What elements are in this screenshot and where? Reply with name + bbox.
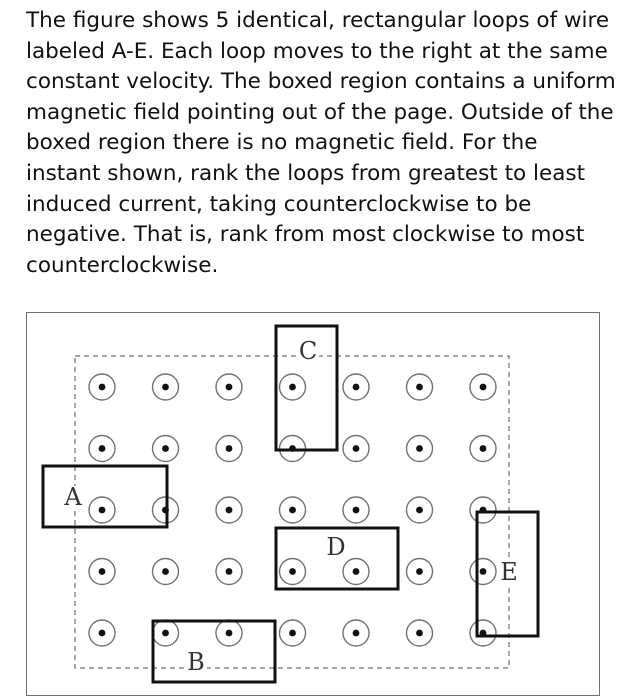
loop-b	[153, 621, 275, 682]
field-symbol-dot	[162, 568, 169, 575]
field-symbol-dot	[162, 630, 169, 637]
loop-a-label: A	[64, 483, 82, 511]
field-symbol-dot	[416, 568, 423, 575]
field-symbol-dot	[99, 445, 106, 452]
loop-e-label: E	[500, 558, 518, 586]
field-symbol-dot	[99, 507, 106, 514]
field-symbol-dot	[289, 568, 296, 575]
field-symbol-dot	[289, 630, 296, 637]
field-symbol-dot	[353, 384, 360, 391]
field-symbol-dot	[162, 445, 169, 452]
field-symbols	[89, 374, 496, 646]
field-symbol-dot	[162, 384, 169, 391]
loop-a	[43, 466, 167, 527]
field-symbol-dot	[226, 445, 233, 452]
loop-b-label: B	[187, 648, 205, 676]
field-symbol-dot	[226, 630, 233, 637]
field-symbol-dot	[416, 630, 423, 637]
figure-drawing	[27, 313, 601, 697]
loop-c-label: C	[298, 337, 318, 365]
field-symbol-dot	[353, 445, 360, 452]
field-symbol-dot	[416, 507, 423, 514]
field-symbol-dot	[480, 568, 487, 575]
field-symbol-dot	[289, 384, 296, 391]
field-symbol-dot	[99, 630, 106, 637]
field-symbol-dot	[226, 384, 233, 391]
field-symbol-dot	[353, 507, 360, 514]
loops-figure	[26, 312, 600, 696]
field-symbol-dot	[480, 384, 487, 391]
field-symbol-dot	[99, 568, 106, 575]
field-symbol-dot	[226, 507, 233, 514]
field-symbol-dot	[99, 384, 106, 391]
field-symbol-dot	[226, 568, 233, 575]
loop-d-label: D	[326, 533, 346, 561]
field-symbol-dot	[416, 445, 423, 452]
field-symbol-dot	[480, 445, 487, 452]
question-text: The figure shows 5 identical, rectangular loops of wire labeled A-E. Each loop moves to the right at the same constant velocity. The boxed region contains a uniform magnetic field pointing out of the page. Outside of the boxed region there is no magnetic field. For the instant shown, rank the loops from greatest to least induced current, taking counterclockwise to be negative. That is, rank from most clockwise to most counterclockwise.	[26, 8, 616, 278]
field-symbol-dot	[416, 384, 423, 391]
field-symbol-dot	[353, 568, 360, 575]
field-symbol-dot	[353, 630, 360, 637]
field-symbol-dot	[289, 507, 296, 514]
